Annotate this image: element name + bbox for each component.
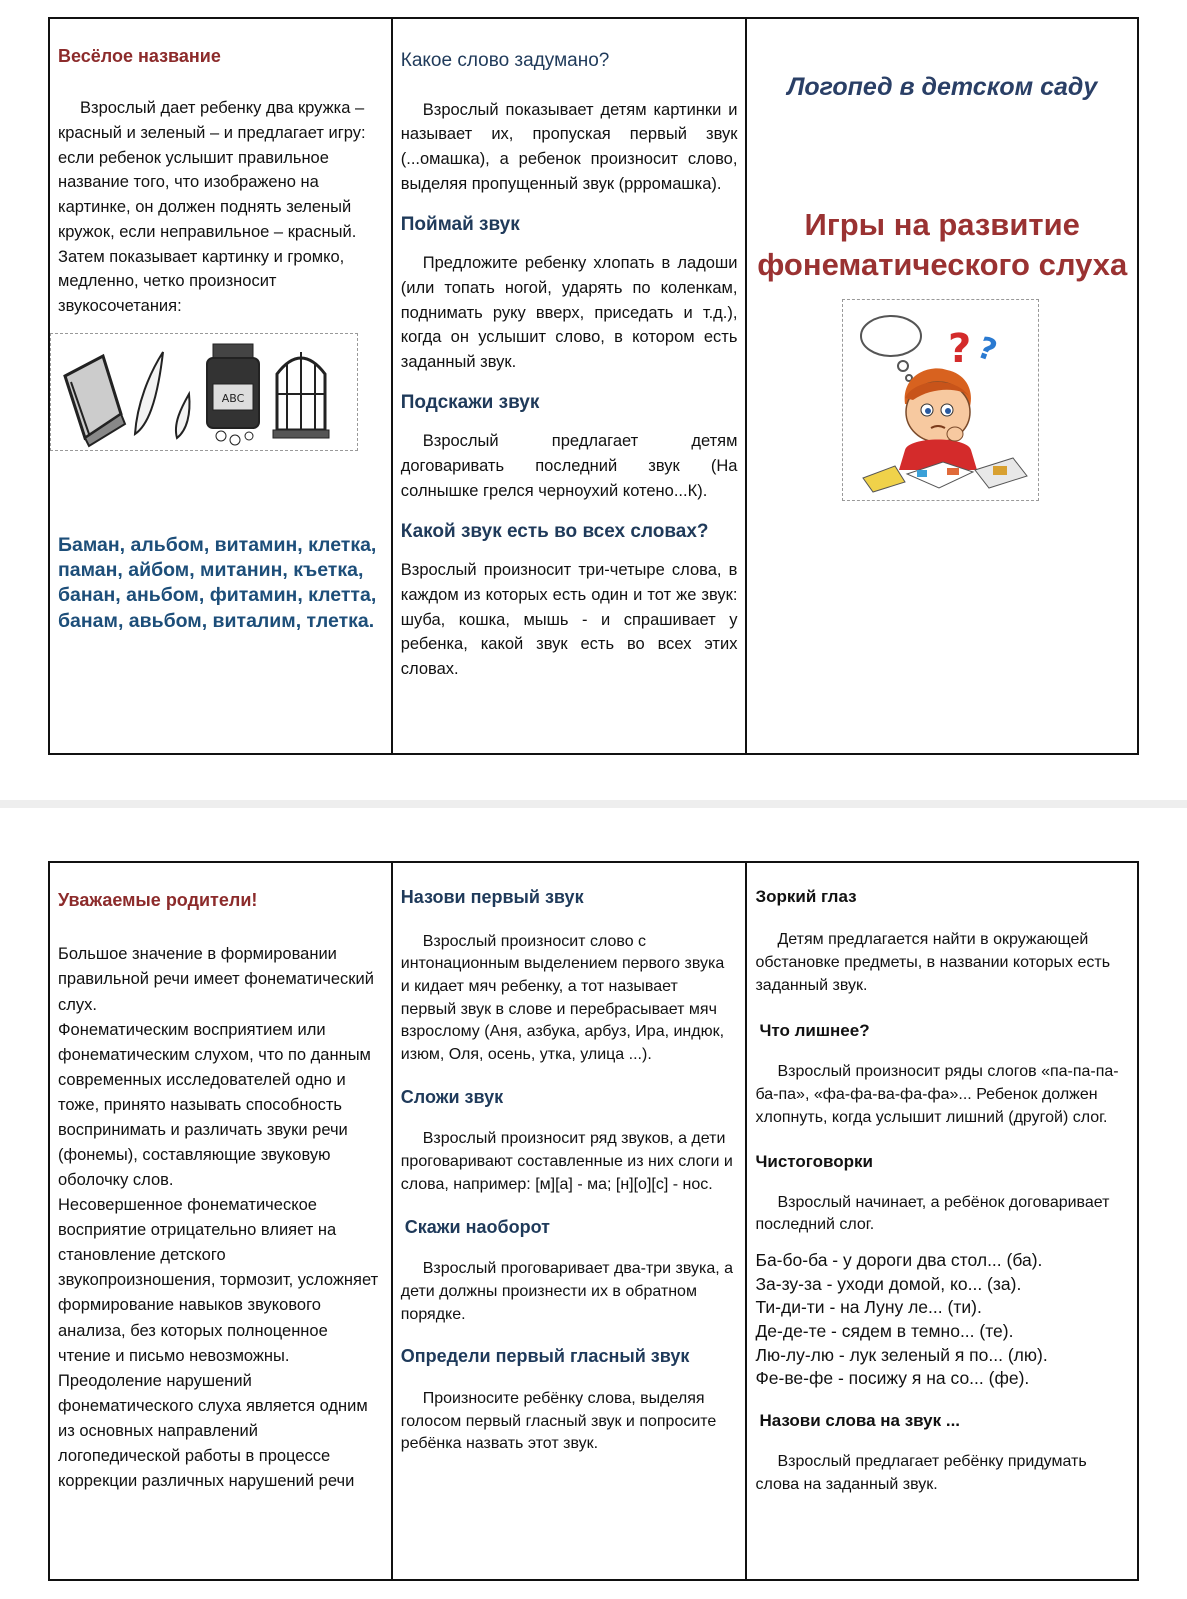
thinking-boy-illustration — [843, 300, 1038, 500]
words-line: банам, авьбом, виталим, тлетка. — [58, 609, 375, 632]
section-title: Зоркий глаз — [755, 887, 857, 906]
section-title: Подскажи звук — [400, 391, 540, 413]
section-title: Какой звук есть во всех словах? — [400, 520, 709, 542]
svg-text:?: ? — [973, 330, 1002, 370]
words-line: паман, айбом, митанин, къетка, — [58, 559, 364, 582]
section-text: Взрослый произносит три-четыре слова, в каждом из которых есть один и тот же звук: шуба, кошка, мышь - и спрашивает у ребенка, какой звук есть во всех этих словах. — [400, 561, 738, 678]
section-text: Взрослый проговаривает два-три звука, а дети должны произнести их в обратном порядке. — [400, 1260, 734, 1323]
section-title: Скажи наоборот — [404, 1216, 550, 1237]
section-title: Назови слова на звук ... — [759, 1410, 961, 1430]
column-cover — [747, 19, 1137, 753]
patter-line: Де-де-те - сядем в темно... (те). — [755, 1321, 1014, 1341]
section-title: Что лишнее? — [759, 1021, 870, 1041]
boy-icon — [899, 368, 977, 470]
patter-line: Фе-ве-фе - посижу я на со... (фе). — [755, 1368, 1030, 1389]
paragraph: Фонематическим восприятием или фонематическим слухом, что по данным современных исследователей одно и тоже, принято называть способность воспринимать и различать звуки речи (фонемы), составляющие звуковую оболочку слов. — [58, 1020, 371, 1190]
section-title: Поймай звук — [400, 213, 520, 235]
section-text: Произносите ребёнку слова, выделяя голосом первый гласный звук и попросите ребёнка назвать этот звук. — [400, 1389, 717, 1453]
question-marks-icon — [948, 326, 1001, 372]
section-text: Предложите ребенку хлопать в ладоши (или топать ногой, ударять по коленкам, поднимать руку вверх, приседать и т.д.), когда он услышит слово, в котором есть заданный звук. — [400, 254, 738, 371]
patter-list — [755, 1249, 1129, 1391]
birdcage-icon — [273, 352, 329, 438]
words-line: банан, аньбом, фитамин, клетта, — [58, 584, 377, 607]
column-games-1 — [393, 19, 748, 753]
column-games-3 — [747, 863, 1137, 1579]
section-title: Сложи звук — [400, 1086, 504, 1107]
section-text: Взрослый произносит ряд звуков, а дети проговаривают составленные из них слоги и слова, например: [м][а] - ма; [н][о][с] - нос. — [400, 1130, 733, 1193]
patter-line: Ти-ди-ти - на Луну ле... (ти). — [755, 1297, 982, 1318]
section-text: Взрослый дает ребенку два кружка – красный и зеленый – и предлагает игру: если ребенок услышит правильное название того, что изображено на картинке, он должен поднять зеленый кружок, если неправильное – красный. Затем показывает картинку и громко, медленно, четко произносит звукосочетания: — [58, 99, 366, 315]
section-text: Взрослый предлагает детям договаривать последний звук (На солнышке грелся черноухий котено...К). — [400, 432, 738, 500]
section-title: Чистоговорки — [755, 1151, 873, 1171]
section-text: Детям предлагается найти в окружающей обстановке предметы, в названии которых есть заданный звук. — [755, 931, 1111, 994]
patter-line: Ба-бо-ба - у дороги два стол... (ба). — [755, 1250, 1043, 1271]
book-icon — [65, 356, 125, 446]
svg-text:ABC: ABC — [221, 391, 245, 405]
words-line: Баман, альбом, витамин, клетка, — [58, 533, 377, 556]
brochure-outside — [48, 17, 1139, 755]
words-list — [58, 533, 383, 634]
vitamins-jar-icon — [207, 344, 259, 445]
section-title: Весёлое название — [58, 46, 221, 66]
section-text: Взрослый начинает, а ребёнок договаривает последний слог. — [755, 1193, 1110, 1234]
patter-line: Лю-лу-лю - лук зеленый я по... (лю). — [755, 1344, 1048, 1365]
thought-cloud-icon — [861, 316, 921, 381]
section-title: Определи первый гласный звук — [400, 1346, 690, 1367]
section-title: Уважаемые родители! — [58, 890, 258, 910]
svg-text:?: ? — [948, 326, 972, 372]
cover-subtitle: Логопед в детском саду — [787, 73, 1098, 101]
section-text: Взрослый предлагает ребёнку придумать слова на заданный звук. — [755, 1453, 1087, 1493]
page-separator — [0, 800, 1187, 808]
objects-picture — [50, 333, 358, 451]
objects-illustration — [51, 334, 357, 450]
column-dear-parents — [50, 863, 393, 1579]
section-text: Взрослый произносит ряды слогов «па-па-па-ба-па», «фа-фа-ва-фа-фа»... Ребенок должен хлопнуть, когда услышит лишний (другой) слог. — [755, 1063, 1119, 1126]
section-text: Взрослый показывает детям картинки и называет их, пропуская первый звук (...омашка), а ребенок произносит слово, выделяя пропущенный звук (ррромашка). — [400, 100, 738, 193]
section-title: Назови первый звук — [400, 887, 584, 907]
patter-line: За-зу-за - уходи домой, ко... (за). — [755, 1273, 1022, 1294]
banana-icon — [135, 352, 190, 438]
section-text: Взрослый произносит слово с интонационным выделением первого звука и кидает мяч ребенку, а тот называет первый звук в слове и перебрасывает мяч взрослому (Аня, азбука, арбуз, Ира, индюк, изюм, Оля, осень, утка, улица ...). — [400, 932, 725, 1064]
books-icon — [863, 458, 1027, 492]
thinking-boy-picture — [842, 299, 1039, 501]
column-funny-name — [50, 19, 393, 753]
column-games-2 — [393, 863, 748, 1579]
cover-title: Игры на развитие фонематического слуха — [757, 206, 1128, 282]
section-title: Какое слово задумано? — [400, 50, 610, 71]
brochure-inside — [48, 861, 1139, 1581]
paragraph: Преодоление нарушений фонематического слуха является одним из основных направлений логопедической работы в процессе коррекции различных нарушений речи — [58, 1371, 368, 1490]
paragraph: Большое значение в формировании правильной речи имеет фонематический слух. — [58, 945, 374, 1014]
paragraph: Несовершенное фонематическое восприятие отрицательно влияет на становление детского звукопроизношения, тормозит, усложняет формирование навыков звукового анализа, без которых полноценное чтение и письмо невозможны. — [58, 1196, 379, 1365]
